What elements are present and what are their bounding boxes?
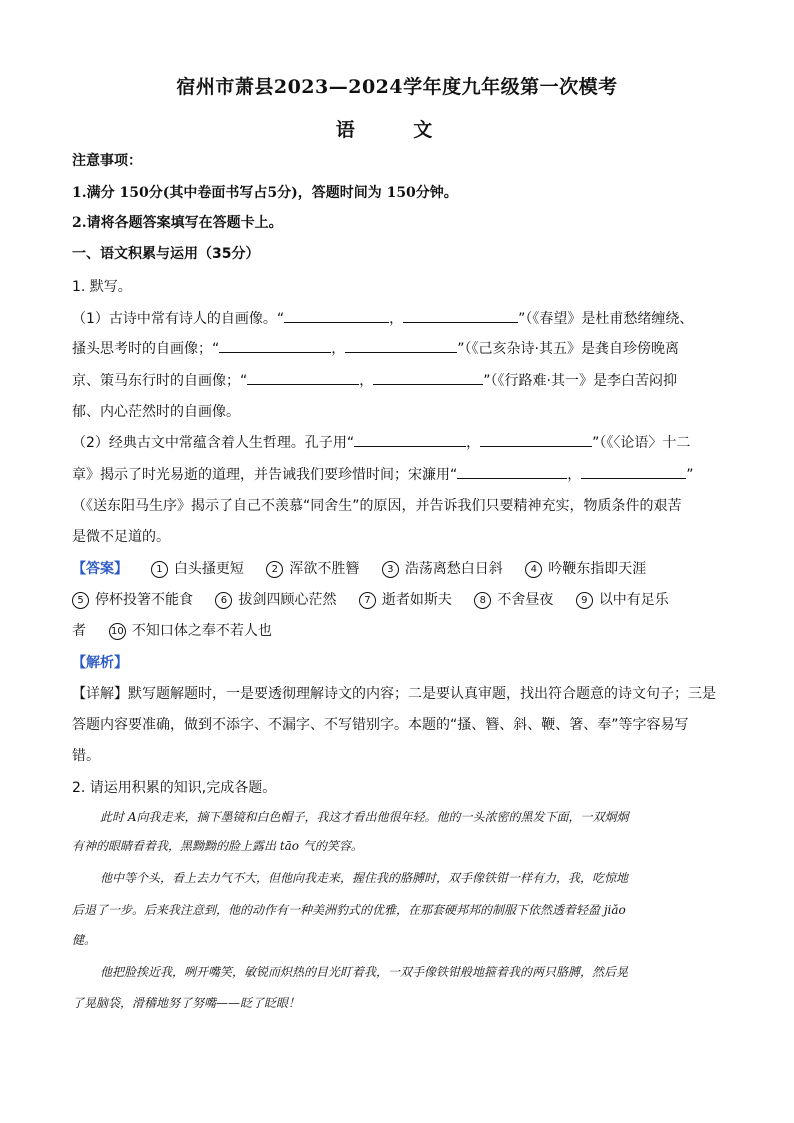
answer-wrap-text: 者 bbox=[72, 623, 86, 639]
text-segment: ”（《〈论语〉十二 bbox=[592, 435, 691, 451]
answer-text: 以中有足乐 bbox=[598, 592, 669, 608]
fill-blank bbox=[219, 339, 331, 353]
answer-item bbox=[72, 589, 193, 609]
circled-number: 2 bbox=[266, 561, 283, 578]
text-segment: 京、策马东行时的自画像；“ bbox=[72, 373, 248, 389]
notice-item-1: 1.满分 150分(其中卷面书写占5分)，答题时间为 150分钟。 bbox=[72, 185, 458, 201]
fill-blank bbox=[457, 465, 567, 479]
answer-line-2 bbox=[72, 589, 732, 609]
q1-part2-line4: 是微不足道的。 bbox=[72, 529, 170, 545]
answer-item bbox=[266, 558, 359, 578]
text-segment: ， bbox=[331, 341, 346, 357]
analysis-detail-line-2: 答题内容要准确，做到不添字、不漏字、不写错别字。本题的“搔、簪、斜、鞭、箸、奉”等字容易写 bbox=[72, 717, 689, 733]
answer-text: 逝者如斯夫 bbox=[381, 592, 452, 608]
circled-number: 4 bbox=[525, 561, 542, 578]
passage-line: 此时 A向我走来，摘下墨镜和白色帽子，我这才看出他很年轻。他的一头浓密的黑发下面，一双炯炯 bbox=[100, 810, 629, 824]
circled-number: 6 bbox=[215, 592, 232, 609]
q1-part1-line3 bbox=[72, 370, 732, 390]
passage-line: 后退了一步。后来我注意到，他的动作有一种美洲豹式的优雅，在那套硬邦邦的制服下依然透着轻盈 jiǎo bbox=[72, 903, 626, 917]
passage-line: 他把脸挨近我，咧开嘴笑，敏锐而炽热的目光盯着我，一双手像铁钳般地箍着我的两只胳膊，然后晃 bbox=[100, 965, 629, 979]
circled-number: 5 bbox=[72, 592, 89, 609]
text-segment: ” bbox=[686, 467, 694, 483]
answer-item bbox=[109, 620, 272, 640]
q1-part2-line2 bbox=[72, 464, 732, 484]
q1-part2-line1 bbox=[72, 432, 732, 452]
text-segment: ， bbox=[466, 435, 481, 451]
fill-blank bbox=[354, 433, 466, 447]
answer-text: 浑欲不胜簪 bbox=[289, 561, 360, 577]
text-segment: ”（《己亥杂诗·其五》是龚自珍傍晚离 bbox=[457, 341, 679, 357]
text-segment: （1）古诗中常有诗人的自画像。“ bbox=[72, 311, 285, 327]
answer-item bbox=[215, 589, 336, 609]
circled-number: 1 bbox=[151, 561, 168, 578]
fill-blank bbox=[581, 465, 686, 479]
answer-text: 拔剑四顾心茫然 bbox=[238, 592, 337, 608]
answer-item bbox=[382, 558, 503, 578]
text-segment: ”（《春望》是杜甫愁绪缠绕、 bbox=[518, 311, 694, 327]
text-segment: （2）经典古文中常蕴含着人生哲理。孔子用“ bbox=[72, 435, 355, 451]
q1-part1-line2 bbox=[72, 338, 732, 358]
text-segment: 搔头思考时的自画像；“ bbox=[72, 341, 220, 357]
circled-number: 3 bbox=[382, 561, 399, 578]
q1-part1-line1 bbox=[72, 308, 732, 328]
answer-item bbox=[576, 589, 669, 609]
answer-text: 浩荡离愁白日斜 bbox=[404, 561, 503, 577]
section-heading: 一、语文积累与运用（35分） bbox=[72, 246, 260, 262]
answer-text: 不知口体之奉不若人也 bbox=[131, 623, 272, 639]
fill-blank bbox=[247, 371, 359, 385]
notice-label: 注意事项： bbox=[72, 153, 142, 169]
passage-line: 他中等个头，看上去力气不大，但他向我走来，握住我的胳膊时，双手像铁钳一样有力，我，吃惊地 bbox=[100, 871, 629, 885]
analysis-detail-line-3: 错。 bbox=[72, 748, 100, 764]
subject-title: 语 文 bbox=[335, 119, 459, 141]
circled-number: 7 bbox=[359, 592, 376, 609]
passage-line: 健。 bbox=[72, 933, 97, 947]
notice-item-2: 2.请将各题答案填写在答题卡上。 bbox=[72, 215, 283, 231]
q1-part1-line4: 郁、内心茫然时的自画像。 bbox=[72, 404, 240, 420]
answer-text: 吟鞭东指即天涯 bbox=[548, 561, 647, 577]
analysis-detail-line-1: 【详解】默写题解题时，一是要透彻理解诗文的内容；二是要认真审题，找出符合题意的诗文句子；三是 bbox=[72, 686, 716, 702]
text-segment: ， bbox=[359, 373, 374, 389]
question-1-label: 1. 默写。 bbox=[72, 279, 132, 295]
fill-blank bbox=[403, 309, 518, 323]
fill-blank bbox=[284, 309, 389, 323]
answer-item bbox=[151, 558, 244, 578]
q1-part2-line3: （《送东阳马生序》揭示了自己不羡慕“同舍生”的原因，并告诉我们只要精神充实，物质条件的艰苦 bbox=[72, 498, 682, 514]
question-2-label: 2. 请运用积累的知识,完成各题。 bbox=[72, 780, 277, 796]
answer-item bbox=[525, 558, 646, 578]
answer-line-1 bbox=[72, 558, 732, 578]
circled-number: 10 bbox=[109, 623, 126, 640]
text-segment: ”（《行路难·其一》是李白苦闷抑 bbox=[483, 373, 677, 389]
fill-blank bbox=[345, 339, 457, 353]
answer-line-3 bbox=[72, 620, 732, 640]
answer-item bbox=[359, 589, 452, 609]
answer-text: 停杯投箸不能食 bbox=[95, 592, 193, 608]
circled-number: 9 bbox=[576, 592, 593, 609]
text-segment: 章》揭示了时光易逝的道理，并告诫我们要珍惜时间；宋濂用“ bbox=[72, 467, 458, 483]
answer-tag: 【答案】 bbox=[72, 561, 128, 577]
analysis-tag: 【解析】 bbox=[72, 655, 128, 671]
answer-text: 白头搔更短 bbox=[173, 561, 244, 577]
circled-number: 8 bbox=[474, 592, 491, 609]
passage-line: 了晃脑袋，滑稽地努了努嘴——眨了眨眼！ bbox=[72, 996, 301, 1010]
exam-title: 宿州市萧县2023—2024学年度九年级第一次模考 bbox=[176, 76, 618, 98]
passage-line: 有神的眼睛看着我，黑黝黝的脸上露出 tāo 气的笑容。 bbox=[72, 839, 363, 853]
fill-blank bbox=[480, 433, 592, 447]
answer-text: 不舍昼夜 bbox=[497, 592, 554, 608]
text-segment: ， bbox=[567, 467, 582, 483]
text-segment: ， bbox=[389, 311, 404, 327]
fill-blank bbox=[373, 371, 483, 385]
answer-item bbox=[474, 589, 553, 609]
